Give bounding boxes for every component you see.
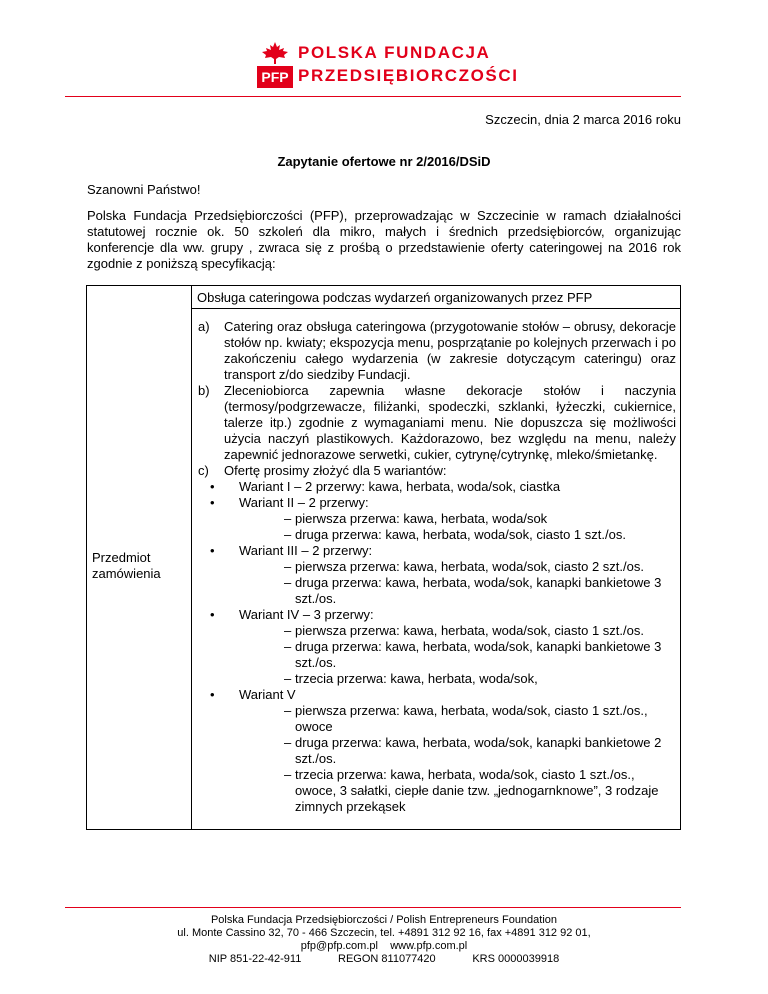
maple-leaf-icon: [260, 42, 290, 64]
footer-org-name: Polska Fundacja Przedsiębiorczości / Polish Entrepreneurs Foundation: [210, 914, 558, 926]
variant-title: Wariant II – 2 przerwy:: [239, 495, 369, 510]
variant-item: [210, 479, 676, 495]
footer-nip: NIP 851-22-42-911: [208, 953, 302, 965]
footer: [0, 914, 768, 966]
document-date: Szczecin, dnia 2 marca 2016 roku: [485, 112, 681, 127]
sub-text: druga przerwa: kawa, herbata, woda/sok, kanapki bankietowe 2 szt./os.: [295, 735, 662, 766]
logo-badge: PFP: [257, 66, 293, 88]
sub-item: [284, 559, 676, 575]
table-content-cell: [198, 319, 676, 815]
list-text: Ofertę prosimy złożyć dla 5 wariantów:: [224, 463, 447, 478]
table-header-cell: Obsługa cateringowa podczas wydarzeń organizowanych przez PFP: [197, 290, 593, 305]
dash-icon: –: [284, 527, 292, 542]
document-title: Zapytanie ofertowe nr 2/2016/DSiD: [277, 154, 491, 169]
logo-line1: POLSKA FUNDACJA: [298, 43, 491, 62]
table-column-divider: [191, 286, 192, 829]
sub-text: pierwsza przerwa: kawa, herbata, woda/sok: [295, 511, 548, 526]
sub-item: [284, 511, 676, 527]
specification-table: [86, 285, 681, 830]
footer-registration: [0, 953, 768, 966]
sub-text: druga przerwa: kawa, herbata, woda/sok, kanapki bankietowe 3 szt./os.: [295, 575, 662, 606]
sub-item: [284, 575, 676, 607]
sub-text: pierwsza przerwa: kawa, herbata, woda/sok, ciasto 1 szt./os.: [295, 623, 644, 638]
sub-item: [284, 623, 676, 639]
bullet-icon: •: [210, 479, 215, 494]
dash-icon: –: [284, 767, 292, 782]
logo-line2: PRZEDSIĘBIORCZOŚCI: [298, 66, 519, 85]
footer-email: pfp@pfp.com.pl: [300, 940, 378, 952]
dash-icon: –: [284, 559, 292, 574]
variant-item: [210, 543, 676, 559]
dash-icon: –: [284, 511, 292, 526]
dash-icon: –: [284, 639, 292, 654]
variant-title: Wariant V: [239, 687, 296, 702]
footer-krs: KRS 0000039918: [472, 953, 560, 965]
sub-text: druga przerwa: kawa, herbata, woda/sok, ciasto 1 szt./os.: [295, 527, 626, 542]
dash-icon: –: [284, 623, 292, 638]
dash-icon: –: [284, 703, 292, 718]
sub-item: [284, 671, 676, 687]
list-letter: c): [198, 463, 209, 478]
variant-title: Wariant IV – 3 przerwy:: [239, 607, 374, 622]
variant-title: Wariant III – 2 przerwy:: [239, 543, 373, 558]
bullet-icon: •: [210, 607, 215, 622]
list-letter: b): [198, 383, 210, 398]
list-letter: a): [198, 319, 210, 334]
sub-item: [284, 527, 676, 543]
footer-divider: [65, 907, 681, 908]
sub-item: [284, 767, 676, 815]
dash-icon: –: [284, 671, 292, 686]
dash-icon: –: [284, 575, 292, 590]
dash-icon: –: [284, 735, 292, 750]
bullet-icon: •: [210, 543, 215, 558]
variant-item: [210, 687, 676, 703]
sub-item: [284, 639, 676, 671]
variant-title: Wariant I – 2 przerwy: kawa, herbata, woda/sok, ciastka: [239, 479, 561, 494]
footer-contacts: [0, 940, 768, 953]
table-label-cell: Przedmiot zamówienia: [92, 550, 161, 581]
list-text: Catering oraz obsługa cateringowa (przygotowanie stołów – obrusy, dekoracje stołów np. kwiaty; ekspozycja menu, posprzątanie po kolejnych przerwach i po zakończeniu całego wydarzenia (w zakresie dotyczącym cateringu) oraz transport z/do siedziby Fundacji.: [224, 319, 676, 382]
sub-text: pierwsza przerwa: kawa, herbata, woda/sok, ciasto 1 szt./os., owoce: [295, 703, 648, 734]
sub-text: trzecia przerwa: kawa, herbata, woda/sok, ciasto 1 szt./os., owoce, 3 sałatki, ciepłe danie tzw. „jednogarnknowe”, 3 rodzaje zimnych przekąsek: [295, 767, 659, 814]
intro-paragraph: Polska Fundacja Przedsiębiorczości (PFP), przeprowadzając w Szczecinie w ramach działalności statutowej rocznie ok. 50 szkoleń dla mikro, małych i średnich przedsiębiorców, organizując konferencje dla ww. grupy , zwraca się z prośbą o przedstawienie oferty cateringowej na 2016 rok zgodnie z poniższą specyfikacją:: [87, 208, 681, 271]
list-item: [198, 463, 676, 479]
variant-item: [210, 607, 676, 623]
sub-text: trzecia przerwa: kawa, herbata, woda/sok,: [295, 671, 538, 686]
header-divider: [65, 96, 681, 97]
footer-address: ul. Monte Cassino 32, 70 - 466 Szczecin, tel. +4891 312 92 16, fax +4891 312 92 01,: [177, 927, 591, 939]
table-row-divider: [191, 308, 680, 309]
variant-item: [210, 495, 676, 511]
footer-regon: REGON 811077420: [338, 953, 436, 965]
sub-text: druga przerwa: kawa, herbata, woda/sok, kanapki bankietowe 3 szt./os.: [295, 639, 662, 670]
sub-text: pierwsza przerwa: kawa, herbata, woda/sok, ciasto 2 szt./os.: [295, 559, 644, 574]
list-item: [198, 383, 676, 463]
list-item: [198, 319, 676, 383]
greeting: Szanowni Państwo!: [87, 182, 201, 197]
list-text: Zleceniobiorca zapewnia własne dekoracje stołów i naczynia (termosy/podgrzewacze, filiżanki, spodeczki, szklanki, łyżeczki, cukiernice, talerze itp.) zgodnie z wymaganiami menu. Nie dopuszcza się możliwości użycia naczyń plastikowych. Każdorazowo, bez względu na menu, należy zapewnić jednorazowe serwetki, cukier, cytrynę/cytrynkę, mleko/śmietankę.: [224, 383, 676, 462]
bullet-icon: •: [210, 495, 215, 510]
footer-website: www.pfp.com.pl: [390, 940, 468, 952]
sub-item: [284, 703, 676, 735]
bullet-icon: •: [210, 687, 215, 702]
sub-item: [284, 735, 676, 767]
